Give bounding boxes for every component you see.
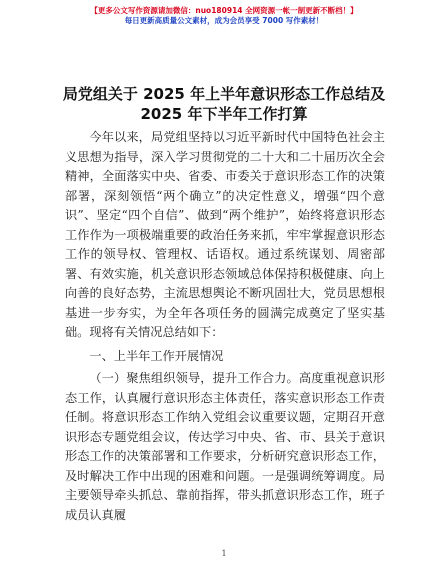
section-heading: 一、上半年工作开展情况 [89, 348, 224, 363]
promo-banner-line2: 每日更新高质量公文素材，成为会员享受 7000 写作素材！ [124, 16, 324, 25]
promo-banner [0, 6, 448, 26]
promo-banner-line1: 【更多公文写作资源请加微信：nuo180914 全网资源一帐一制更新不断档！】 [90, 6, 358, 15]
section-paragraph: （一）聚焦组织领导，提升工作合力。高度重视意识形态工作，认真履行意识形态主体责任，落实意识形态工作责任制。将意识形态工作纳入党组会议重要议题，定期召开意识形态专题党组会议，传达学习中央、省、市、县关于意识形态工作的决策部署和工作要求，分析研究意识形态工作，及时解决工作中出现的困难和问题。一是强调统筹调度。局主要领导牵头抓总、靠前指挥，带头抓意识形态工作，班子成员认真履 [65, 371, 385, 522]
intro-paragraph: 今年以来，局党组坚持以习近平新时代中国特色社会主义思想为指导，深入学习贯彻党的二十大和二十届历次全会精神，全面落实中央、省委、市委关于意识形态工作的决策部署，深刻领悟“两个确立”的决定性意义，增强“四个意识”、坚定“四个自信”、做到“两个维护”，始终将意识形态工作作为一项极端重要的政治任务来抓，牢牢掌握意识形态工作的领导权、管理权、话语权。通过系统谋划、周密部署、有效实施，机关意识形态领域总体保持积极健康、向上向善的良好态势，主流思想舆论不断巩固壮大，党员思想根基进一步夯实，为全年各项任务的圆满完成奠定了坚实基础。现将有关情况总结如下： [65, 130, 385, 339]
page-number: 1 [221, 549, 227, 558]
document-title-line2: 2025 年下半年工作打算 [140, 105, 308, 123]
document-body [65, 128, 385, 525]
document-title-line1: 局党组关于 2025 年上半年意识形态工作总结及 [62, 85, 386, 103]
document-title [0, 84, 448, 124]
